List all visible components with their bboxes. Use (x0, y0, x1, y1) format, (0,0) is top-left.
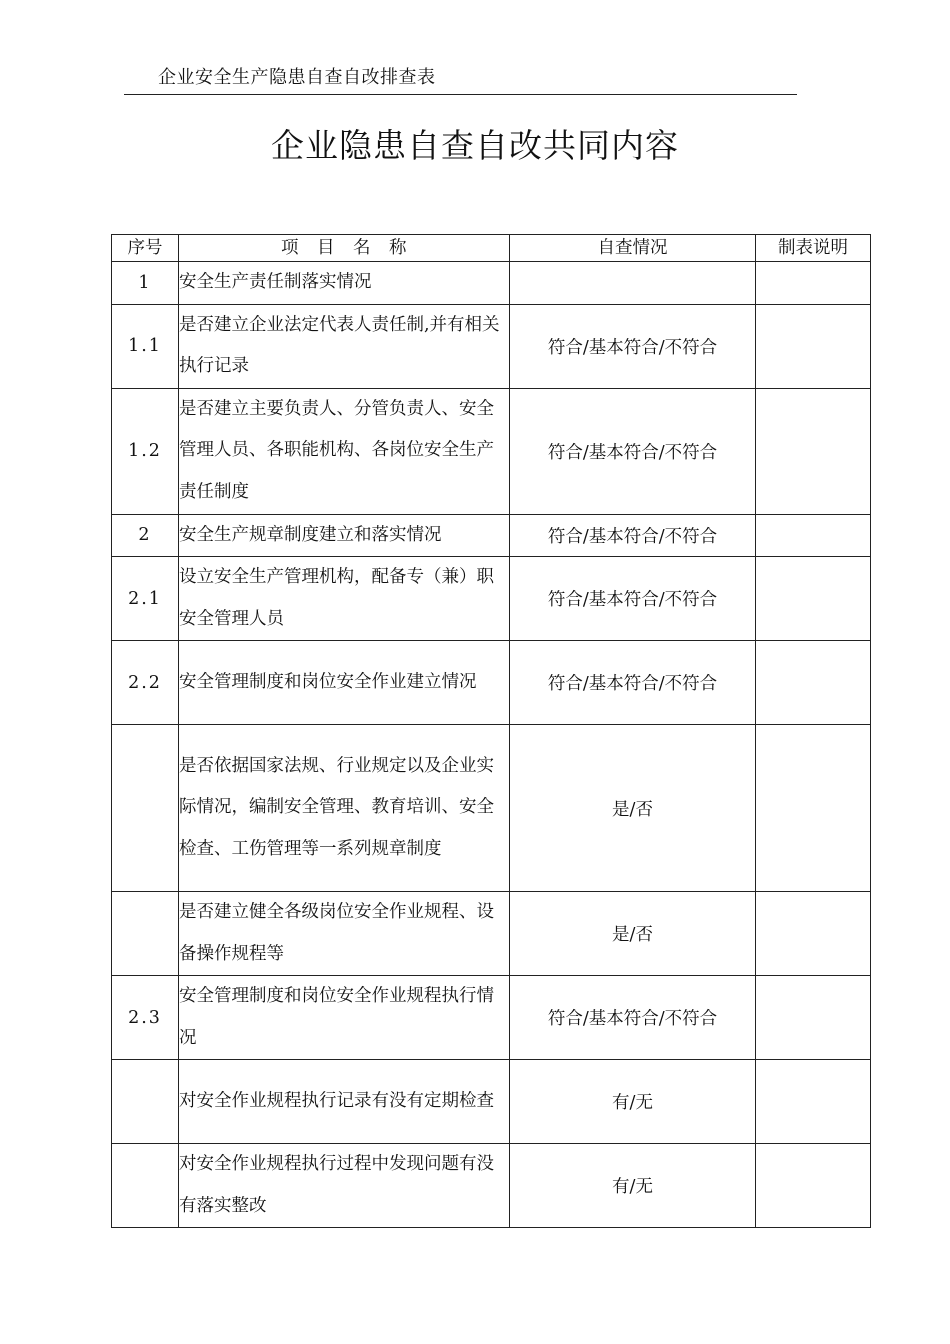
row-seq (112, 892, 179, 976)
header-seq: 序号 (112, 235, 179, 262)
row-seq: 2.2 (112, 641, 179, 725)
header-check: 自查情况 (510, 235, 756, 262)
table-row (112, 557, 871, 641)
table-row (112, 641, 871, 725)
header-note: 制表说明 (756, 235, 871, 262)
row-note (756, 304, 871, 388)
checklist-table (111, 234, 871, 1228)
table-row (112, 514, 871, 557)
row-check: 符合/基本符合/不符合 (510, 514, 756, 557)
row-check (510, 262, 756, 305)
row-note (756, 388, 871, 514)
row-seq (112, 1144, 179, 1228)
row-seq: 2 (112, 514, 179, 557)
row-item: 是否建立健全各级岗位安全作业规程、设备操作规程等 (179, 892, 510, 976)
table-row (112, 304, 871, 388)
row-check: 符合/基本符合/不符合 (510, 976, 756, 1060)
table-row (112, 1144, 871, 1228)
row-seq: 2.1 (112, 557, 179, 641)
row-item: 安全生产责任制落实情况 (179, 262, 510, 305)
row-item: 是否依据国家法规、行业规定以及企业实际情况，编制安全管理、教育培训、安全检查、工伤管理等一系列规章制度 (179, 725, 510, 892)
header-item: 项 目 名 称 (179, 235, 510, 262)
row-check: 符合/基本符合/不符合 (510, 557, 756, 641)
row-note (756, 1144, 871, 1228)
table-row (112, 1060, 871, 1144)
row-note (756, 892, 871, 976)
row-check: 符合/基本符合/不符合 (510, 641, 756, 725)
row-item: 对安全作业规程执行过程中发现问题有没有落实整改 (179, 1144, 510, 1228)
table-row (112, 262, 871, 305)
row-note (756, 262, 871, 305)
row-seq: 2.3 (112, 976, 179, 1060)
row-item: 安全管理制度和岗位安全作业规程执行情况 (179, 976, 510, 1060)
page-title: 企业隐患自查自改共同内容 (271, 126, 679, 165)
row-check: 有/无 (510, 1144, 756, 1228)
row-note (756, 557, 871, 641)
row-note (756, 976, 871, 1060)
row-item: 安全生产规章制度建立和落实情况 (179, 514, 510, 557)
table-row (112, 388, 871, 514)
table-row (112, 976, 871, 1060)
row-item: 是否建立企业法定代表人责任制,并有相关执行记录 (179, 304, 510, 388)
row-check: 符合/基本符合/不符合 (510, 304, 756, 388)
row-seq: 1.1 (112, 304, 179, 388)
row-check: 是/否 (510, 725, 756, 892)
row-check: 有/无 (510, 1060, 756, 1144)
table-header-row (112, 235, 871, 262)
row-check: 符合/基本符合/不符合 (510, 388, 756, 514)
row-note (756, 514, 871, 557)
row-item: 设立安全生产管理机构，配备专（兼）职安全管理人员 (179, 557, 510, 641)
row-note (756, 641, 871, 725)
row-item: 安全管理制度和岗位安全作业建立情况 (179, 641, 510, 725)
row-seq (112, 1060, 179, 1144)
row-seq: 1 (112, 262, 179, 305)
table-row (112, 892, 871, 976)
row-item: 是否建立主要负责人、分管负责人、安全管理人员、各职能机构、各岗位安全生产责任制度 (179, 388, 510, 514)
row-seq: 1.2 (112, 388, 179, 514)
table-row (112, 725, 871, 892)
row-item: 对安全作业规程执行记录有没有定期检查 (179, 1060, 510, 1144)
row-note (756, 725, 871, 892)
running-header: 企业安全生产隐患自查自改排查表 (158, 67, 436, 88)
row-note (756, 1060, 871, 1144)
header-rule (124, 94, 797, 95)
row-check: 是/否 (510, 892, 756, 976)
row-seq (112, 725, 179, 892)
